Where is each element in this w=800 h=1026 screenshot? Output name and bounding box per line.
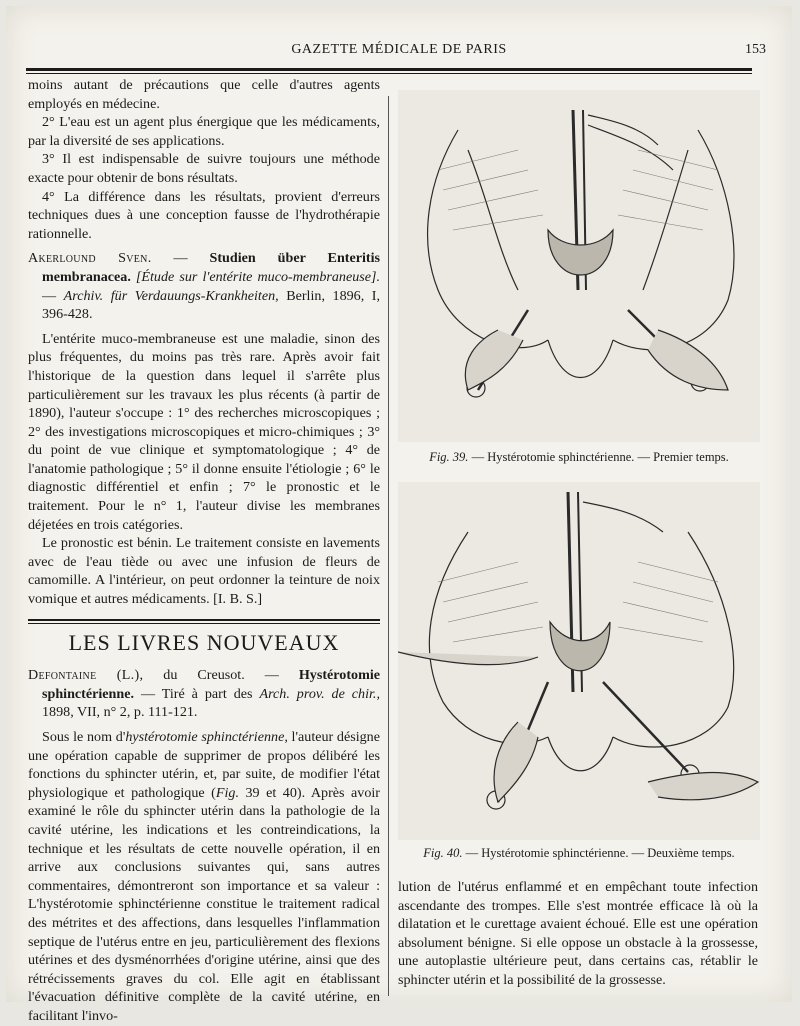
numbered-point-4: 4° La différence dans les résultats, provient d'erreurs techniques dues à une conception fausse de l'hydrothérapie rationnelle.	[28, 188, 380, 242]
ref-translation: [Étude sur l'entérite muco-membraneuse].	[130, 268, 380, 285]
page-number: 153	[745, 42, 766, 57]
numbered-point-3: 3° Il est indispensable de suivre toujours une méthode exacte pour obtenir de bons résultats.	[28, 151, 380, 186]
header-rule-thin	[26, 73, 752, 74]
numbered-point-2: 2° L'eau est un agent plus énergique que les médicaments, par la diversité de ses applications.	[28, 114, 380, 149]
left-column	[28, 76, 380, 1026]
figure-39-illustration	[398, 90, 760, 442]
ref2-author: Defontaine (L.),	[28, 667, 144, 684]
right-column-text	[398, 878, 758, 990]
ref2-dash: —	[244, 667, 299, 684]
p7-fig-ref: Fig.	[215, 784, 239, 801]
ref-author: Akerlound Sven.	[28, 250, 152, 267]
fig40-caption-text: — Hystérotomie sphinctérienne. — Deuxième temps.	[462, 846, 735, 860]
p7-middle: , l'auteur désigne une opération capable de supprimer de propos délibéré les fonctions du sphincter utérin, et, par suite, de modifier l'état physiologique et pathologique (	[28, 729, 380, 801]
section-rule	[28, 619, 380, 621]
fig40-label: Fig. 40.	[423, 846, 463, 860]
surgical-illustration-second-step	[398, 482, 760, 840]
reference-akerlound	[28, 249, 380, 323]
ref-dash: —	[151, 250, 210, 267]
ref-title: Studien über Enteritis membranacea.	[42, 250, 380, 285]
running-header: GAZETTE MÉDICALE DE PARIS	[291, 42, 507, 57]
section-title: LES LIVRES NOUVEAUX	[68, 629, 340, 655]
surgical-illustration-first-step	[398, 90, 760, 442]
paragraph-hysterotomie	[28, 728, 380, 1026]
section-rule-thin	[28, 623, 380, 624]
p7-term: hystérotomie sphinctérienne	[125, 729, 285, 745]
paragraph-pronostic	[28, 534, 380, 608]
ref-location: Berlin, 1896, I, 396-428.	[42, 287, 380, 323]
column-divider	[388, 96, 389, 996]
paragraph-enterite: L'entérite muco-membraneuse est une maladie, sinon des plus fréquentes, du moins pas très rare. Après avoir fait l'historique de la question dans lequel il s'arrête plus particulièrement sur les travaux les plus récents (à partir de 1890), l'auteur s'occupe : 1° des recherches microscopiques ; 2° des investigations microscopiques et micro-chimiques ; 3° du point de vue clinique et symptomatologique ; 4° de l'anatomie pathologique ; 5° il donne ensuite l'étiologie ; 6° le diagnostic différentiel et enfin ; 7° le pronostic et le traitement. Pour le n° 1, l'auteur divise les membranes déjetées en trois catégories.	[28, 330, 380, 533]
journal-page	[6, 6, 792, 1024]
ref-journal: Archiv. für Verdauungs-Krankheiten,	[63, 287, 279, 304]
figure-39-caption	[398, 450, 760, 465]
fig39-caption-text: — Hystérotomie sphinctérienne. — Premier temps.	[468, 450, 729, 464]
header-rule	[26, 68, 752, 71]
p7-end: 39 et 40). Après avoir examiné le rôle du sphincter utérin dans la pathologie de la cavité utérine, les indications et les contreindications, la technique et les résultats de cette nouvelle opération, il en arrive aux conclusions suivantes qui, sans autres commentaires, démontreront son importance et sa valeur : L'hystérotomie sphinctérienne constitue le traitement radical des métrites et des affections, dans lesquelles l'inflammation septique de l'utérus entre en jeu, particulièrement des flexions utérines et des dysménorrhées d'origine utérine, ainsi que des rétrécissements graves du col. Elle agit en établissant l'évacuation définitive complète de la cavité utérine, en facilitant l'invo-	[28, 784, 380, 1024]
p7-start: Sous le nom d'	[42, 729, 126, 745]
ref2-title: Hystérotomie sphinctérienne.	[42, 667, 380, 702]
fig39-label: Fig. 39.	[429, 450, 469, 464]
reference-defontaine	[28, 666, 380, 722]
ref2-offprint: — Tiré à part des	[134, 685, 260, 702]
figure-40-caption	[398, 846, 760, 861]
pronostic-text: Le pronostic est bénin. Le traitement consiste en lavements avec de l'eau tiède ou avec une infusion de fleurs de camomille. A l'intérieur, on peut ordonner la teinture de noix vomique et autres médicaments.	[28, 535, 380, 608]
signature: [I. B. S.]	[213, 591, 263, 608]
ref2-journal: Arch. prov. de chir.,	[259, 685, 380, 702]
ref-dash-2: —	[42, 287, 64, 304]
ref2-volume: 1898, VII, n° 2, p. 111-121.	[42, 704, 198, 721]
paragraph-conclusion: lution de l'utérus enflammé et en empêchant toute infection ascendante des trompes. Elle s'est montrée efficace là où la dilatation et le curettage avaient échoué. Elle est une opération absolument bénigne. Si elle oppose un obstacle à la grossesse, une autoplastie ultérieure peut, dans certains cas, rétablir le sphincter utérin et la possibilité de la grossesse.	[398, 879, 758, 988]
figure-40-illustration	[398, 482, 760, 840]
ref2-place: du Creusot.	[143, 667, 245, 684]
paragraph-continued: moins autant de précautions que celle d'autres agents employés en médecine.	[28, 77, 380, 112]
